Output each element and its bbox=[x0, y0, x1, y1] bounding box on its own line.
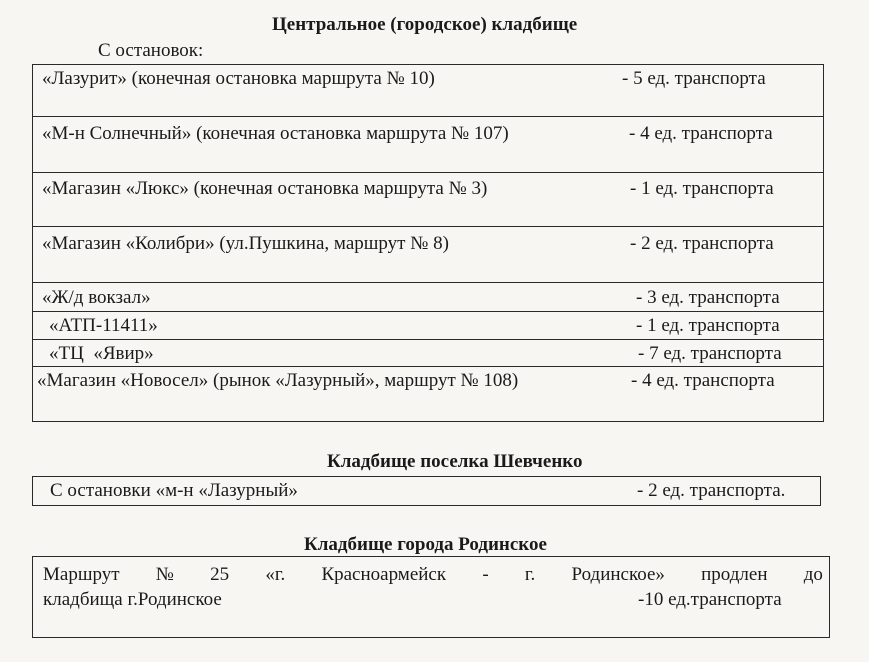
table-row-divider bbox=[33, 172, 823, 173]
route-destination: кладбища г.Родинское bbox=[43, 589, 222, 610]
table-row bbox=[33, 370, 823, 398]
table-row-divider bbox=[33, 282, 823, 283]
route-word: Маршрут bbox=[43, 564, 120, 585]
transport-count: - 4 ед. транспорта bbox=[631, 370, 775, 391]
shevchenko-cemetery-title: Кладбище поселка Шевченко bbox=[327, 451, 583, 472]
stop-name: «Лазурит» (конечная остановка маршрута № 10) bbox=[42, 68, 435, 89]
stop-name: «Магазин «Новосел» (рынок «Лазурный», маршрут № 108) bbox=[37, 370, 519, 391]
transport-count: - 2 ед. транспорта. bbox=[637, 480, 786, 501]
central-cemetery-table bbox=[32, 64, 824, 422]
transport-count: -10 ед.транспорта bbox=[638, 589, 782, 610]
stop-name: «АТП-11411» bbox=[49, 315, 158, 336]
table-row bbox=[33, 343, 823, 371]
transport-count: - 1 ед. транспорта bbox=[630, 178, 774, 199]
transport-count: - 4 ед. транспорта bbox=[629, 123, 773, 144]
stop-name: «ТЦ «Явир» bbox=[49, 343, 154, 364]
stop-name: «Ж/д вокзал» bbox=[42, 287, 151, 308]
shevchenko-cemetery-table bbox=[32, 476, 821, 506]
table-row bbox=[33, 287, 823, 315]
stop-name: «Магазин «Колибри» (ул.Пушкина, маршрут № 8) bbox=[42, 233, 449, 254]
route-word: до bbox=[803, 564, 823, 585]
transport-count: - 5 ед. транспорта bbox=[622, 68, 766, 89]
stop-name: «М-н Солнечный» (конечная остановка маршрута № 107) bbox=[42, 123, 509, 144]
route-word: Родинское» bbox=[571, 564, 665, 585]
route-word: продлен bbox=[701, 564, 768, 585]
table-row bbox=[33, 123, 823, 151]
table-row bbox=[33, 68, 823, 96]
route-word: № bbox=[155, 564, 174, 585]
central-cemetery-title: Центральное (городское) кладбище bbox=[272, 14, 578, 35]
table-row bbox=[33, 315, 823, 343]
table-row bbox=[33, 233, 823, 261]
route-description-line bbox=[43, 564, 823, 586]
route-word: 25 bbox=[210, 564, 230, 585]
table-row bbox=[33, 178, 823, 206]
rodinskoe-cemetery-title: Кладбище города Родинское bbox=[304, 534, 547, 555]
table-row-divider bbox=[33, 226, 823, 227]
central-cemetery-subtitle: С остановок: bbox=[98, 40, 204, 61]
transport-count: - 1 ед. транспорта bbox=[636, 315, 780, 336]
rodinskoe-cemetery-table bbox=[32, 556, 830, 638]
table-row-divider bbox=[33, 116, 823, 117]
transport-count: - 3 ед. транспорта bbox=[636, 287, 780, 308]
route-word: Красноармейск bbox=[321, 564, 447, 585]
route-word: «г. bbox=[265, 564, 286, 585]
stop-name: «Магазин «Люкс» (конечная остановка маршрута № 3) bbox=[42, 178, 488, 199]
transport-count: - 7 ед. транспорта bbox=[638, 343, 782, 364]
route-word: - bbox=[482, 564, 489, 585]
route-word: г. bbox=[524, 564, 536, 585]
stop-name: С остановки «м-н «Лазурный» bbox=[50, 480, 298, 501]
transport-count: - 2 ед. транспорта bbox=[630, 233, 774, 254]
